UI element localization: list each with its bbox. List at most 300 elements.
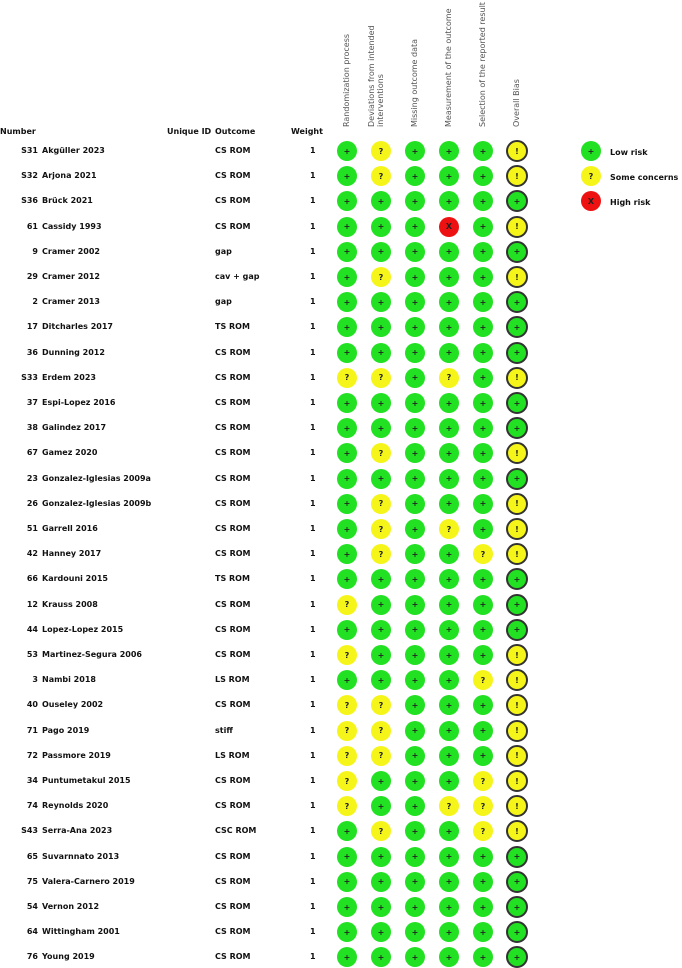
risk-dot: +: [439, 191, 459, 211]
risk-dot: +: [439, 620, 459, 640]
risk-dot: +: [506, 594, 528, 616]
study-number: S43: [21, 826, 38, 836]
outcome: CS ROM: [215, 221, 251, 231]
study-number: 26: [26, 498, 38, 508]
risk-dot: +: [473, 418, 493, 438]
legend-dot: X: [581, 191, 601, 211]
risk-dot: +: [439, 418, 459, 438]
risk-dot: +: [439, 317, 459, 337]
risk-dot: +: [439, 947, 459, 967]
risk-dot: +: [405, 872, 425, 892]
outcome: CS ROM: [215, 549, 251, 559]
study-name: Hanney 2017: [42, 549, 102, 559]
risk-dot: +: [371, 645, 391, 665]
risk-dot: ?: [337, 746, 357, 766]
weight: 1: [310, 498, 316, 508]
study-name: Espi-Lopez 2016: [42, 398, 116, 407]
risk-dot: +: [371, 393, 391, 413]
risk-dot: +: [439, 343, 459, 363]
risk-dot: +: [439, 821, 459, 841]
study-name: Lopez-Lopez 2015: [42, 624, 124, 634]
weight: 1: [310, 776, 316, 785]
risk-dot: +: [371, 595, 391, 615]
risk-dot: +: [371, 897, 391, 917]
outcome: CS ROM: [215, 599, 251, 609]
risk-dot: +: [473, 317, 493, 337]
study-name: Dunning 2012: [42, 347, 105, 357]
risk-dot: ?: [371, 746, 391, 766]
risk-dot: +: [405, 771, 425, 791]
weight: 1: [310, 952, 316, 962]
risk-dot: +: [371, 217, 391, 237]
study-number: 42: [26, 549, 38, 559]
weight: 1: [310, 246, 316, 256]
domain-header: Selection of the reported result: [478, 2, 487, 127]
risk-dot: +: [506, 241, 528, 263]
risk-dot: ?: [337, 796, 357, 816]
risk-dot: +: [473, 569, 493, 589]
risk-dot: +: [439, 847, 459, 867]
outcome: CS ROM: [215, 372, 251, 382]
risk-dot: +: [439, 670, 459, 690]
risk-dot: +: [439, 721, 459, 741]
study-name: Puntumetakul 2015: [42, 776, 131, 785]
study-number: 65: [26, 851, 38, 861]
risk-dot: +: [371, 847, 391, 867]
risk-dot: +: [405, 595, 425, 615]
risk-dot: +: [337, 821, 357, 841]
study-number: 67: [26, 448, 38, 458]
risk-dot: +: [405, 343, 425, 363]
risk-dot: +: [506, 468, 528, 490]
risk-dot: +: [473, 872, 493, 892]
legend-label: Some concerns: [610, 173, 679, 182]
risk-dot: +: [439, 872, 459, 892]
risk-dot: +: [337, 469, 357, 489]
risk-dot: +: [405, 746, 425, 766]
weight: 1: [310, 902, 316, 911]
study-name: Kardouni 2015: [42, 574, 108, 584]
risk-dot: +: [371, 771, 391, 791]
study-name: Erdem 2023: [42, 372, 96, 382]
outcome: cav + gap: [215, 272, 260, 281]
risk-dot: +: [473, 519, 493, 539]
weight: 1: [310, 725, 316, 735]
study-name: Galindez 2017: [42, 423, 107, 433]
risk-dot: +: [405, 317, 425, 337]
risk-dot: +: [337, 922, 357, 942]
study-name: Young 2019: [42, 952, 95, 962]
risk-dot: ?: [337, 695, 357, 715]
outcome: CS ROM: [215, 498, 251, 508]
weight: 1: [310, 297, 316, 307]
risk-dot: +: [405, 519, 425, 539]
study-name: Gonzalez-Iglesias 2009a: [42, 473, 151, 483]
risk-dot: +: [506, 568, 528, 590]
outcome: CS ROM: [215, 524, 251, 533]
outcome: stiff: [215, 725, 233, 735]
risk-dot: +: [473, 645, 493, 665]
risk-dot: +: [337, 343, 357, 363]
risk-dot: +: [439, 292, 459, 312]
study-name: Wittingham 2001: [42, 927, 120, 937]
domain-header: Randomization process: [342, 33, 351, 127]
risk-dot: ?: [473, 544, 493, 564]
risk-dot: !: [506, 770, 528, 792]
study-name: Gamez 2020: [42, 448, 98, 458]
risk-dot: !: [506, 367, 528, 389]
risk-dot: +: [405, 569, 425, 589]
risk-dot: +: [337, 242, 357, 262]
risk-dot: +: [405, 721, 425, 741]
risk-dot: ?: [473, 771, 493, 791]
risk-dot: +: [371, 242, 391, 262]
risk-dot: +: [337, 443, 357, 463]
study-number: S31: [21, 146, 38, 155]
risk-dot: ?: [371, 443, 391, 463]
risk-dot: !: [506, 493, 528, 515]
study-number: 23: [26, 473, 38, 483]
risk-dot: +: [506, 417, 528, 439]
outcome: CS ROM: [215, 952, 251, 962]
risk-dot: ?: [473, 670, 493, 690]
weight: 1: [310, 826, 316, 836]
risk-dot: !: [506, 216, 528, 238]
weight: 1: [310, 650, 316, 659]
risk-dot: ?: [371, 368, 391, 388]
risk-dot: +: [473, 217, 493, 237]
risk-dot: +: [473, 721, 493, 741]
outcome: CS ROM: [215, 902, 251, 911]
risk-dot: +: [473, 469, 493, 489]
weight: 1: [310, 524, 316, 533]
outcome: LS ROM: [215, 750, 250, 760]
outcome: CS ROM: [215, 146, 251, 155]
weight: 1: [310, 372, 316, 382]
risk-dot: +: [371, 947, 391, 967]
risk-dot: !: [506, 694, 528, 716]
risk-dot: +: [371, 922, 391, 942]
study-name: Nambi 2018: [42, 675, 96, 685]
risk-dot: +: [506, 619, 528, 641]
legend-dot: +: [581, 141, 601, 161]
risk-dot: !: [506, 820, 528, 842]
risk-dot: ?: [371, 166, 391, 186]
outcome: CS ROM: [215, 448, 251, 458]
outcome: CS ROM: [215, 196, 251, 206]
risk-dot: +: [371, 317, 391, 337]
study-number: 38: [26, 423, 38, 433]
study-name: Passmore 2019: [42, 750, 111, 760]
study-number: S36: [21, 196, 38, 206]
risk-dot: +: [337, 191, 357, 211]
risk-dot: +: [371, 418, 391, 438]
risk-dot: +: [439, 242, 459, 262]
study-number: 61: [26, 221, 38, 231]
risk-dot: ?: [371, 519, 391, 539]
risk-dot: +: [405, 947, 425, 967]
risk-dot: +: [371, 292, 391, 312]
weight: 1: [310, 196, 316, 206]
outcome: CS ROM: [215, 171, 251, 181]
study-number: 2: [32, 297, 38, 307]
study-name: Akgüller 2023: [42, 146, 105, 155]
risk-dot: !: [506, 795, 528, 817]
study-name: Ouseley 2002: [42, 700, 104, 710]
study-name: Gonzalez-Iglesias 2009b: [42, 498, 152, 508]
risk-dot: ?: [473, 821, 493, 841]
risk-dot: ?: [337, 368, 357, 388]
risk-dot: ?: [371, 695, 391, 715]
risk-dot: !: [506, 266, 528, 288]
risk-dot: +: [506, 190, 528, 212]
risk-dot: +: [473, 443, 493, 463]
risk-dot: +: [473, 191, 493, 211]
weight: 1: [310, 599, 316, 609]
risk-dot: +: [337, 166, 357, 186]
outcome: CS ROM: [215, 473, 251, 483]
study-number: 75: [26, 876, 38, 886]
weight: 1: [310, 272, 316, 281]
risk-dot: +: [405, 847, 425, 867]
risk-dot: +: [405, 141, 425, 161]
risk-dot: +: [371, 670, 391, 690]
study-number: 36: [26, 347, 38, 357]
study-number: S33: [21, 372, 38, 382]
study-number: 9: [32, 246, 38, 256]
outcome: TS ROM: [215, 322, 250, 332]
risk-dot: +: [337, 418, 357, 438]
study-name: Martinez-Segura 2006: [42, 650, 142, 659]
study-name: Valera-Carnero 2019: [42, 876, 135, 886]
risk-dot: !: [506, 442, 528, 464]
risk-dot: ?: [371, 544, 391, 564]
risk-dot: +: [506, 896, 528, 918]
study-number: 76: [26, 952, 38, 962]
weight: 1: [310, 347, 316, 357]
domain-header: Deviations from intended interventions: [367, 25, 385, 127]
study-name: Arjona 2021: [42, 171, 97, 181]
weight: 1: [310, 876, 316, 886]
risk-dot: +: [405, 670, 425, 690]
risk-dot: ?: [439, 796, 459, 816]
risk-dot: +: [405, 443, 425, 463]
outcome: gap: [215, 297, 232, 307]
risk-dot: +: [473, 922, 493, 942]
risk-dot: ?: [337, 645, 357, 665]
risk-dot: +: [405, 494, 425, 514]
weight: 1: [310, 927, 316, 937]
risk-dot: +: [473, 695, 493, 715]
risk-dot: +: [473, 746, 493, 766]
risk-dot: +: [473, 847, 493, 867]
risk-dot: +: [439, 595, 459, 615]
risk-dot: +: [473, 897, 493, 917]
risk-dot: +: [371, 796, 391, 816]
risk-dot: +: [473, 620, 493, 640]
outcome: LS ROM: [215, 675, 250, 685]
risk-dot: !: [506, 720, 528, 742]
weight: 1: [310, 423, 316, 433]
weight: 1: [310, 171, 316, 181]
risk-dot: +: [439, 695, 459, 715]
outcome: CS ROM: [215, 347, 251, 357]
risk-dot: +: [439, 267, 459, 287]
risk-dot: +: [405, 418, 425, 438]
outcome: TS ROM: [215, 574, 250, 584]
study-number: 74: [26, 801, 38, 811]
weight: 1: [310, 700, 316, 710]
study-number: 3: [32, 675, 38, 685]
study-name: Krauss 2008: [42, 599, 98, 609]
risk-dot: +: [405, 645, 425, 665]
risk-dot: +: [439, 166, 459, 186]
risk-dot: +: [371, 569, 391, 589]
risk-dot: +: [506, 946, 528, 968]
risk-dot: +: [371, 469, 391, 489]
risk-dot: ?: [371, 141, 391, 161]
weight: 1: [310, 750, 316, 760]
risk-dot: +: [473, 494, 493, 514]
weight: 1: [310, 549, 316, 559]
domain-header: Missing outcome data: [410, 38, 419, 127]
study-number: 44: [26, 624, 38, 634]
study-number: 64: [26, 927, 38, 937]
risk-dot: +: [405, 796, 425, 816]
header-outcome: Outcome: [215, 127, 256, 136]
risk-dot: ?: [337, 721, 357, 741]
risk-dot: +: [337, 569, 357, 589]
study-number: 12: [26, 599, 38, 609]
study-name: Reynolds 2020: [42, 801, 109, 811]
weight: 1: [310, 851, 316, 861]
weight: 1: [310, 398, 316, 407]
outcome: CS ROM: [215, 398, 251, 407]
risk-dot: +: [473, 292, 493, 312]
study-number: 37: [26, 398, 38, 407]
study-name: Cassidy 1993: [42, 221, 102, 231]
risk-dot: +: [337, 670, 357, 690]
risk-dot: ?: [371, 721, 391, 741]
risk-dot: +: [439, 569, 459, 589]
study-number: 72: [26, 750, 38, 760]
risk-dot: +: [439, 443, 459, 463]
risk-dot: +: [439, 922, 459, 942]
weight: 1: [310, 146, 316, 155]
study-name: Cramer 2002: [42, 246, 100, 256]
risk-dot: +: [337, 141, 357, 161]
risk-dot: +: [473, 343, 493, 363]
study-number: 71: [26, 725, 38, 735]
risk-dot: +: [439, 141, 459, 161]
outcome: CS ROM: [215, 776, 251, 785]
risk-dot: !: [506, 140, 528, 162]
risk-dot: +: [506, 316, 528, 338]
risk-dot: ?: [371, 821, 391, 841]
risk-dot: X: [439, 217, 459, 237]
risk-dot: +: [405, 695, 425, 715]
legend-label: Low risk: [610, 148, 648, 157]
risk-dot: +: [473, 166, 493, 186]
weight: 1: [310, 322, 316, 332]
study-name: Ditcharles 2017: [42, 322, 113, 332]
study-number: 54: [26, 902, 38, 911]
risk-dot: +: [337, 620, 357, 640]
risk-dot: +: [337, 947, 357, 967]
weight: 1: [310, 801, 316, 811]
risk-dot: +: [371, 620, 391, 640]
risk-dot: +: [439, 771, 459, 791]
risk-dot: +: [405, 191, 425, 211]
risk-dot: +: [405, 217, 425, 237]
domain-header: Measurement of the outcome: [444, 8, 453, 127]
risk-dot: +: [405, 393, 425, 413]
risk-dot: +: [439, 746, 459, 766]
risk-dot: +: [506, 392, 528, 414]
risk-dot: +: [337, 544, 357, 564]
risk-dot: ?: [371, 267, 391, 287]
risk-dot: ?: [473, 796, 493, 816]
study-name: Cramer 2013: [42, 297, 100, 307]
study-number: 34: [26, 776, 38, 785]
study-number: 66: [26, 574, 38, 584]
risk-dot: ?: [439, 519, 459, 539]
risk-dot: +: [405, 292, 425, 312]
outcome: CS ROM: [215, 801, 251, 811]
weight: 1: [310, 221, 316, 231]
outcome: CSC ROM: [215, 826, 257, 836]
risk-dot: +: [405, 821, 425, 841]
risk-dot: +: [337, 267, 357, 287]
study-number: 51: [26, 524, 38, 533]
outcome: CS ROM: [215, 423, 251, 433]
risk-dot: +: [405, 166, 425, 186]
risk-dot: +: [337, 217, 357, 237]
risk-dot: +: [506, 342, 528, 364]
risk-dot: !: [506, 644, 528, 666]
risk-dot: !: [506, 543, 528, 565]
legend-label: High risk: [610, 198, 651, 207]
risk-dot: +: [506, 871, 528, 893]
study-name: Garrell 2016: [42, 524, 98, 533]
risk-dot: +: [439, 544, 459, 564]
outcome: gap: [215, 246, 232, 256]
header-number: Number: [0, 127, 36, 136]
risk-dot: ?: [337, 771, 357, 791]
risk-dot: +: [337, 519, 357, 539]
risk-dot: +: [405, 469, 425, 489]
risk-dot: +: [473, 141, 493, 161]
risk-dot: +: [473, 242, 493, 262]
study-name: Cramer 2012: [42, 272, 100, 281]
risk-dot: +: [337, 897, 357, 917]
risk-dot: ?: [337, 595, 357, 615]
risk-dot: +: [337, 393, 357, 413]
risk-dot: +: [337, 494, 357, 514]
risk-dot: +: [473, 267, 493, 287]
risk-dot: !: [506, 518, 528, 540]
risk-dot: +: [506, 846, 528, 868]
study-name: Pago 2019: [42, 725, 90, 735]
risk-dot: +: [439, 897, 459, 917]
weight: 1: [310, 448, 316, 458]
weight: 1: [310, 675, 316, 685]
risk-dot: +: [405, 922, 425, 942]
study-name: Brück 2021: [42, 196, 93, 206]
risk-dot: +: [439, 494, 459, 514]
outcome: CS ROM: [215, 927, 251, 937]
outcome: CS ROM: [215, 876, 251, 886]
